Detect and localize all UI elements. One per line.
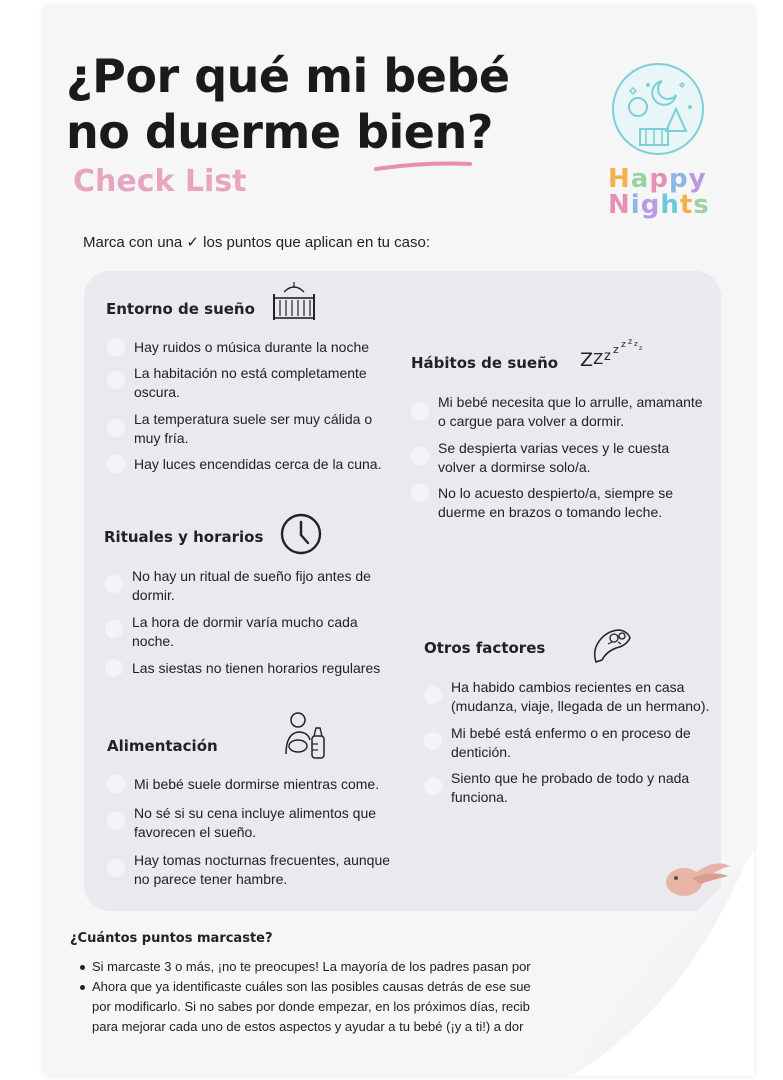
item-alimentacion-3b: no parece tener hambre. bbox=[134, 871, 288, 887]
checkbox-entorno-1[interactable] bbox=[107, 338, 125, 356]
checkbox-rituales-3[interactable] bbox=[105, 659, 123, 677]
checkbox-entorno-2[interactable] bbox=[107, 371, 125, 389]
bunny-icon bbox=[662, 852, 732, 902]
intro-after: los puntos que aplican en tu caso: bbox=[203, 234, 430, 251]
section-title-entorno: Entorno de sueño bbox=[106, 300, 255, 318]
logo-letter: i bbox=[630, 190, 641, 220]
teething-icon bbox=[590, 624, 634, 666]
item-entorno-4: Hay luces encendidas cerca de la cuna. bbox=[134, 456, 382, 472]
logo-letter: H bbox=[608, 164, 631, 194]
logo-wordmark bbox=[608, 166, 710, 218]
footer-line-4: para mejorar cada uno de estos aspectos y ayudar a tu bebé (¡y a ti!) a dor bbox=[92, 1019, 524, 1034]
item-entorno-3a: La temperatura suele ser muy cálida o bbox=[134, 411, 373, 427]
bullet-dot bbox=[80, 965, 85, 970]
checkbox-habitos-3[interactable] bbox=[411, 484, 429, 502]
svg-text:z: z bbox=[634, 340, 638, 348]
section-title-otros: Otros factores bbox=[424, 639, 546, 657]
item-alimentacion-2b: favorecen el sueño. bbox=[134, 824, 257, 840]
baby-sleep-circle-icon bbox=[610, 61, 706, 157]
checklist-page bbox=[44, 6, 754, 1076]
svg-text:z: z bbox=[639, 345, 643, 352]
bullet-dot bbox=[80, 985, 85, 990]
logo-word-nights bbox=[608, 192, 710, 218]
check-icon: ✓ bbox=[186, 234, 199, 251]
logo-letter: y bbox=[688, 164, 707, 194]
item-habitos-2b: volver a dormirse solo/a. bbox=[438, 459, 591, 475]
item-rituales-1a: No hay un ritual de sueño fijo antes de bbox=[132, 568, 371, 584]
svg-text:z: z bbox=[604, 349, 611, 364]
item-rituales-3: Las siestas no tienen horarios regulares bbox=[132, 660, 381, 676]
feeding-bottle-icon bbox=[280, 710, 330, 762]
item-entorno-2b: oscura. bbox=[134, 384, 180, 400]
svg-text:z: z bbox=[621, 340, 626, 350]
page-title bbox=[66, 48, 510, 160]
title-line-2: no duerme bien? bbox=[66, 105, 493, 159]
item-otros-3a: Siento que he probado de todo y nada bbox=[451, 770, 690, 786]
section-title-habitos: Hábitos de sueño bbox=[411, 354, 559, 372]
logo-letter: h bbox=[660, 190, 680, 220]
item-rituales-1b: dormir. bbox=[132, 587, 175, 603]
intro-text bbox=[83, 233, 430, 251]
intro-before: Marca con una bbox=[83, 234, 183, 251]
logo-letter: p bbox=[649, 164, 669, 194]
item-entorno-1: Hay ruidos o música durante la noche bbox=[134, 339, 370, 355]
checkbox-otros-1[interactable] bbox=[424, 686, 442, 704]
item-alimentacion-2a: No sé si su cena incluye alimentos que bbox=[134, 805, 377, 821]
item-alimentacion-1: Mi bebé suele dormirse mientras come. bbox=[134, 776, 380, 792]
footer-line-3: por modificarlo. Si no sabes por donde empezar, en los próximos días, recib bbox=[92, 999, 530, 1014]
checkbox-alimentacion-3[interactable] bbox=[107, 859, 125, 877]
item-rituales-2b: noche. bbox=[132, 633, 175, 649]
logo-letter: s bbox=[693, 190, 710, 220]
title-line-1: ¿Por qué mi bebé bbox=[66, 49, 510, 103]
item-otros-2a: Mi bebé está enfermo o en proceso de bbox=[451, 725, 691, 741]
crib-icon bbox=[270, 280, 318, 322]
item-habitos-1b: o cargue para volver a dormir. bbox=[438, 413, 624, 429]
checkbox-habitos-2[interactable] bbox=[411, 447, 429, 465]
item-otros-1a: Ha habido cambios recientes en casa bbox=[451, 679, 685, 695]
item-habitos-1a: Mi bebé necesita que lo arrulle, amamante bbox=[438, 394, 703, 410]
item-otros-3b: funciona. bbox=[451, 789, 508, 805]
svg-text:z: z bbox=[628, 337, 633, 346]
logo-letter: a bbox=[630, 164, 650, 194]
checkbox-otros-2[interactable] bbox=[424, 732, 442, 750]
item-alimentacion-3a: Hay tomas nocturnas frecuentes, aunque bbox=[134, 852, 391, 868]
item-otros-2b: dentición. bbox=[451, 744, 511, 760]
item-entorno-3b: muy fría. bbox=[134, 430, 189, 446]
logo-letter: g bbox=[640, 190, 661, 220]
checkbox-otros-3[interactable] bbox=[424, 777, 442, 795]
title-underline bbox=[374, 158, 474, 174]
footer-line-2: Ahora que ya identificaste cuáles son las posibles causas detrás de ese sue bbox=[92, 979, 531, 994]
clock-icon bbox=[278, 511, 324, 557]
item-entorno-2a: La habitación no está completamente bbox=[134, 365, 367, 381]
checkbox-rituales-2[interactable] bbox=[105, 620, 123, 638]
item-habitos-3b: duerme en brazos o tomando leche. bbox=[438, 504, 663, 520]
logo-letter: p bbox=[668, 164, 689, 194]
svg-text:Z: Z bbox=[593, 350, 604, 368]
page-subtitle: Check List bbox=[73, 164, 247, 199]
section-title-alimentacion: Alimentación bbox=[107, 737, 218, 755]
item-habitos-3a: No lo acuesto despierto/a, siempre se bbox=[438, 485, 674, 501]
logo-letter: t bbox=[679, 190, 694, 220]
checkbox-rituales-1[interactable] bbox=[105, 575, 123, 593]
checkbox-entorno-3[interactable] bbox=[107, 419, 125, 437]
checkbox-habitos-1[interactable] bbox=[411, 402, 429, 420]
logo-word-happy bbox=[608, 166, 710, 192]
item-rituales-2a: La hora de dormir varía mucho cada bbox=[132, 614, 358, 630]
footer-question: ¿Cuántos puntos marcaste? bbox=[70, 931, 273, 946]
checkbox-alimentacion-1[interactable] bbox=[107, 775, 125, 793]
checkbox-entorno-4[interactable] bbox=[107, 455, 125, 473]
footer-line-1: Si marcaste 3 o más, ¡no te preocupes! La mayoría de los padres pasan por bbox=[92, 959, 531, 974]
item-otros-1b: (mudanza, viaje, llegada de un hermano). bbox=[451, 698, 710, 714]
logo-letter: N bbox=[608, 190, 631, 220]
checkbox-alimentacion-2[interactable] bbox=[107, 812, 125, 830]
section-title-rituales: Rituales y horarios bbox=[104, 528, 264, 546]
item-habitos-2a: Se despierta varias veces y le cuesta bbox=[438, 440, 670, 456]
svg-text:z: z bbox=[613, 343, 619, 356]
svg-text:Z: Z bbox=[580, 349, 594, 370]
zzz-icon bbox=[580, 334, 650, 370]
